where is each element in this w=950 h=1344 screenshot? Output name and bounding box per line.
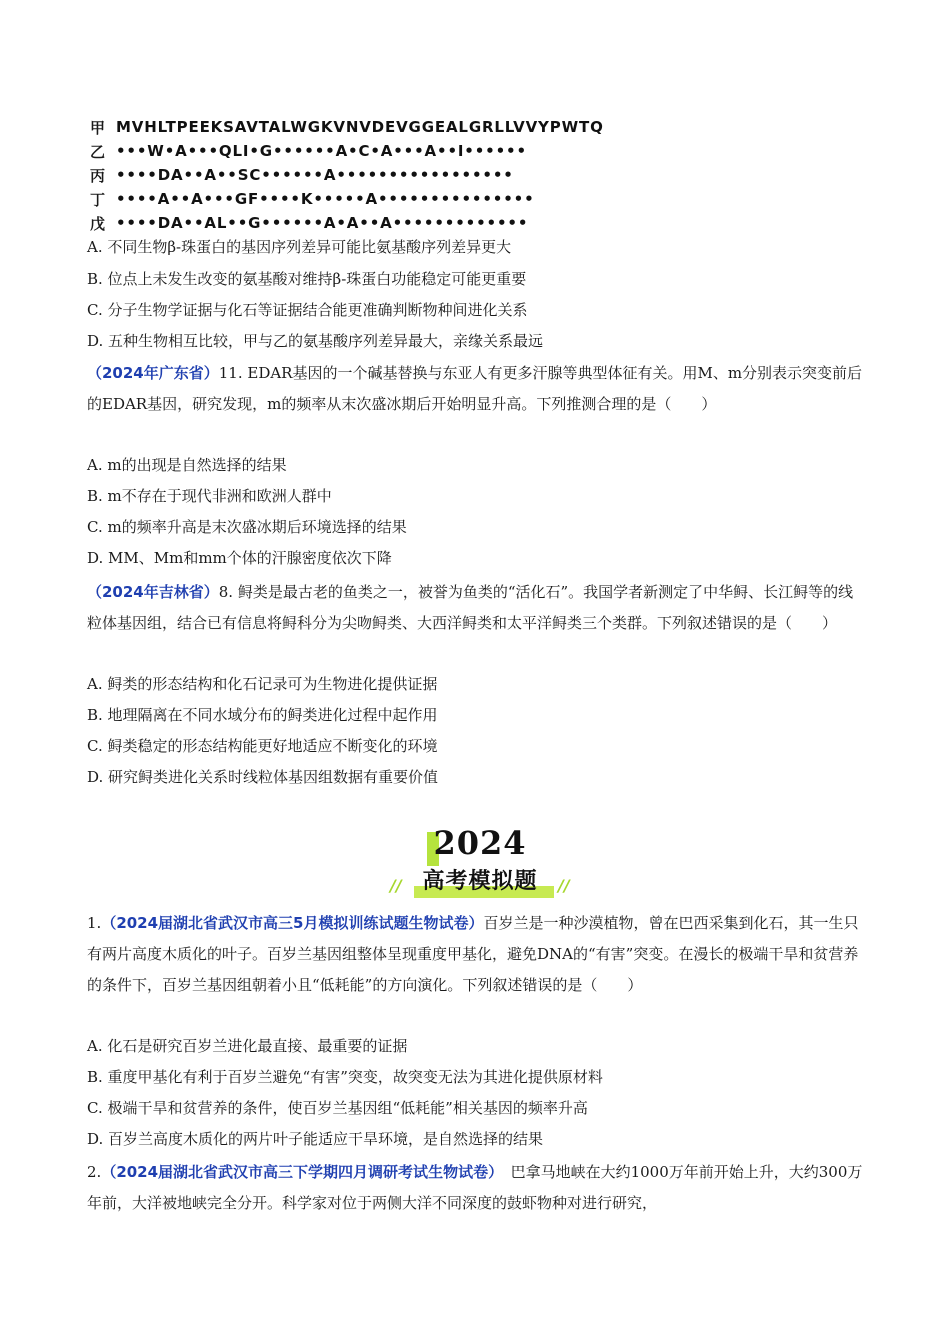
question-number: 2. — [87, 1163, 102, 1181]
question-number: 1. — [87, 914, 102, 932]
species-label: 乙 — [90, 142, 106, 161]
option-c: C. 鲟类稳定的形态结构能更好地适应不断变化的环境 — [87, 737, 438, 755]
section-banner — [380, 820, 580, 900]
alignment-row — [90, 163, 604, 187]
option-b: B. 位点上未发生改变的氨基酸对维持β-珠蛋白功能稳定可能更重要 — [87, 270, 527, 288]
question-8 — [87, 577, 867, 639]
question-text: 11. EDAR基因的一个碱基替换与东亚人有更多汗腺等典型体征有关。用M、m分别表示突变前后的EDAR基因，研究发现，m的频率从末次盛冰期后开始明显升高。下列推测合理的是（ ） — [87, 364, 863, 413]
question-source: （2024年吉林省） — [87, 583, 219, 601]
question-2 — [87, 1157, 867, 1219]
option-d: D. 研究鲟类进化关系时线粒体基因组数据有重要价值 — [87, 768, 439, 786]
species-label: 丙 — [90, 166, 106, 185]
sequence: ••••DA••AL••G••••••A•A••A••••••••••••• — [116, 214, 529, 232]
question-source: （2024届湖北省武汉市高三5月模拟训练试题生物试卷） — [101, 914, 484, 932]
option-c: C. 极端干旱和贫营养的条件，使百岁兰基因组“低耗能”相关基因的频率升高 — [87, 1099, 588, 1117]
species-label: 戊 — [90, 214, 106, 233]
banner-year: 2024 — [433, 824, 527, 862]
option-b: B. 重度甲基化有利于百岁兰避免“有害”突变，故突变无法为其进化提供原材料 — [87, 1068, 603, 1086]
alignment-row — [90, 139, 604, 163]
sequence: MVHLTPEEKSAVTALWGKVNVDEVGGEALGRLLVVYPWTQ — [116, 118, 604, 136]
sequence: ••••A••A•••GF••••K•••••A••••••••••••••• — [116, 190, 535, 208]
alignment-row — [90, 211, 604, 235]
question-text: 8. 鲟类是最古老的鱼类之一，被誉为鱼类的“活化石”。我国学者新测定了中华鲟、长江鲟等的线粒体基因组，结合已有信息将鲟科分为尖吻鲟类、大西洋鲟类和太平洋鲟类三个类群。下列叙述错误的是（ ） — [87, 583, 854, 632]
question-text: 巴拿马地峡在大约1000万年前开始上升，大约300万年前，大洋被地峡完全分开。科学家对位于两侧大洋不同深度的鼓虾物种对进行研究， — [87, 1163, 863, 1212]
option-a: A. 鲟类的形态结构和化石记录可为生物进化提供证据 — [87, 675, 438, 693]
slash-decoration-left: // — [390, 876, 402, 895]
option-d: D. 百岁兰高度木质化的两片叶子能适应干旱环境，是自然选择的结果 — [87, 1130, 544, 1148]
slash-decoration-right: // — [558, 876, 570, 895]
sequence-alignment — [90, 115, 604, 235]
option-c: C. m的频率升高是末次盛冰期后环境选择的结果 — [87, 518, 407, 536]
question-source: （2024年广东省） — [87, 364, 219, 382]
sequence: •••W•A•••QLI•G••••••A•C•A•••A••I•••••• — [116, 142, 527, 160]
option-b: B. 地理隔离在不同水域分布的鲟类进化过程中起作用 — [87, 706, 438, 724]
option-c: C. 分子生物学证据与化石等证据结合能更准确判断物种间进化关系 — [87, 301, 528, 319]
option-a: A. 不同生物β-珠蛋白的基因序列差异可能比氨基酸序列差异更大 — [87, 238, 512, 256]
option-a: A. 化石是研究百岁兰进化最直接、最重要的证据 — [87, 1037, 408, 1055]
banner-title: 高考模拟题 — [422, 869, 538, 894]
sequence: ••••DA••A••SC••••••A••••••••••••••••• — [116, 166, 514, 184]
species-label: 甲 — [90, 118, 106, 137]
question-11 — [87, 358, 867, 420]
option-d: D. 五种生物相互比较，甲与乙的氨基酸序列差异最大，亲缘关系最远 — [87, 332, 544, 350]
alignment-row — [90, 115, 604, 139]
question-1 — [87, 908, 867, 1001]
question-text: 百岁兰是一种沙漠植物，曾在巴西采集到化石，其一生只有两片高度木质化的叶子。百岁兰基因组整体呈现重度甲基化，避免DNA的“有害”突变。在漫长的极端干旱和贫营养的条件下，百岁兰基因组朝着小且“低耗能”的方向演化。下列叙述错误的是（ ） — [87, 914, 859, 994]
species-label: 丁 — [90, 190, 106, 209]
option-a: A. m的出现是自然选择的结果 — [87, 456, 287, 474]
question-source: （2024届湖北省武汉市高三下学期四月调研考试生物试卷） — [101, 1163, 496, 1181]
option-b: B. m不存在于现代非洲和欧洲人群中 — [87, 487, 332, 505]
option-d: D. MM、Mm和mm个体的汗腺密度依次下降 — [87, 549, 392, 567]
alignment-row — [90, 187, 604, 211]
